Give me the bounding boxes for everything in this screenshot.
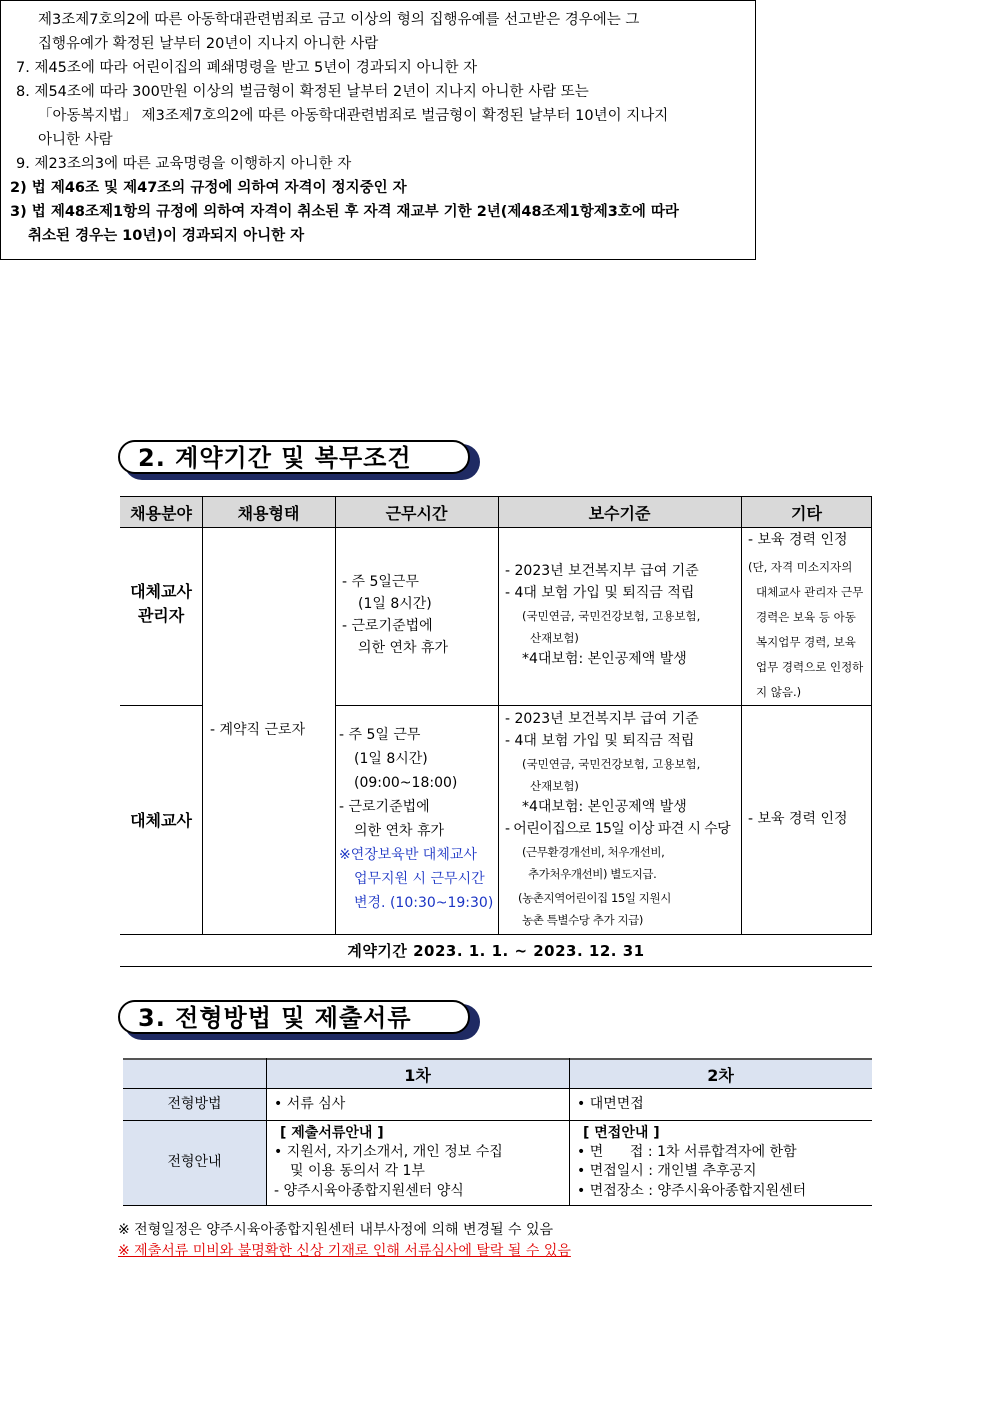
row2-hours-line: - 주 5일 근무 bbox=[339, 727, 421, 743]
documents-warning: ※ 제출서류 미비와 불명확한 신상 기재로 인해 서류심사에 탈락 될 수 있음 bbox=[118, 1243, 571, 1259]
row1-etc-line: 업무 경력으로 인정하 bbox=[756, 660, 864, 674]
eligibility-line: 「아동복지법」 제3조제7호의2에 따른 아동학대관련범죄로 벌금형이 확정된 날부터 10년이 지나지 bbox=[38, 108, 669, 124]
eligibility-line: 3) 법 제48조제1항의 규정에 의하여 자격이 취소된 후 자격 재교부 기한 2년(제48조제1항제3호에 따라 bbox=[10, 204, 679, 220]
section2-title: 2. 계약기간 및 복무조건 bbox=[138, 444, 412, 472]
section2-heading bbox=[118, 440, 474, 478]
eligibility-line: 8. 제54조에 따라 300만원 이상의 벌금형이 확정된 날부터 2년이 지나지 아니한 사람 또는 bbox=[16, 84, 589, 100]
eligibility-line: 집행유예가 확정된 날부터 20년이 지나지 아니한 사람 bbox=[38, 36, 379, 52]
header-pay: 보수기준 bbox=[588, 504, 651, 523]
row1-etc-line: 경력은 보육 등 아동 bbox=[756, 610, 856, 624]
guide-second-line: [ 면접안내 ] bbox=[583, 1125, 660, 1141]
eligibility-line: 아니한 사람 bbox=[38, 132, 113, 148]
contract-period: 계약기간 2023. 1. 1. ~ 2023. 12. 31 bbox=[347, 942, 645, 960]
guide-first-line: [ 제출서류안내 ] bbox=[280, 1125, 384, 1141]
row1-etc-line: 복지업무 경력, 보육 bbox=[756, 635, 856, 649]
schedule-note: ※ 전형일정은 양주시육아종합지원센터 내부사정에 의해 변경될 수 있음 bbox=[118, 1222, 554, 1238]
guide-first-line: • 지원서, 자기소개서, 개인 정보 수집 bbox=[274, 1144, 503, 1160]
eligibility-line: 7. 제45조에 따라 어린이집의 폐쇄명령을 받고 5년이 경과되지 아니한 자 bbox=[16, 60, 478, 76]
eligibility-box bbox=[0, 0, 756, 260]
row2-hours-line: (09:00~18:00) bbox=[354, 775, 458, 791]
row1-pay-line: - 2023년 보건복지부 급여 기준 bbox=[505, 563, 699, 579]
row2-hours-note: 변경. (10:30~19:30) bbox=[354, 895, 494, 911]
employment-type: - 계약직 근로자 bbox=[210, 722, 306, 738]
row2-pay-line: 산재보험) bbox=[530, 779, 579, 793]
row1-pay-line: - 4대 보험 가입 및 퇴직금 적립 bbox=[505, 585, 695, 601]
row1-hours-line: - 근로기준법에 bbox=[342, 618, 433, 634]
row1-etc-line: 대체교사 관리자 근무 bbox=[756, 585, 864, 599]
eligibility-line: 제3조제7호의2에 따른 아동학대관련범죄로 금고 이상의 형의 집행유예를 선고받은 경우에는 그 bbox=[38, 12, 640, 28]
header-employment-type: 채용형태 bbox=[237, 504, 300, 523]
guide-second-line: • 면 접 : 1차 서류합격자에 한함 bbox=[577, 1144, 797, 1160]
header-first-round: 1차 bbox=[404, 1066, 431, 1085]
row2-hours-note: 업무지원 시 근무시간 bbox=[354, 871, 485, 887]
row2-pay-line: - 4대 보험 가입 및 퇴직금 적립 bbox=[505, 733, 695, 749]
header-hours: 근무시간 bbox=[385, 504, 448, 523]
row1-field: 대체교사 관리자 bbox=[130, 582, 192, 625]
section3-heading bbox=[118, 1000, 474, 1038]
row2-pay-line: (근무환경개선비, 처우개선비, bbox=[522, 845, 665, 859]
row2-hours-note: ※연장보육반 대체교사 bbox=[339, 847, 477, 863]
row1-pay-line: *4대보험: 본인공제액 발생 bbox=[522, 651, 687, 667]
header-etc: 기타 bbox=[791, 504, 822, 523]
header-field: 채용분야 bbox=[130, 504, 192, 523]
method-label: 전형방법 bbox=[167, 1096, 222, 1112]
row1-hours-line: - 주 5일근무 bbox=[342, 574, 419, 590]
guide-label: 전형안내 bbox=[167, 1154, 222, 1170]
row2-pay-line: - 어린이집으로 15일 이상 파견 시 수당 bbox=[505, 821, 731, 837]
row2-pay-line: *4대보험: 본인공제액 발생 bbox=[522, 799, 687, 815]
row2-hours-line: 의한 연차 휴가 bbox=[354, 823, 445, 839]
row2-pay-line: (국민연금, 국민건강보험, 고용보험, bbox=[522, 757, 701, 771]
guide-first-line: - 양주시육아종합지원센터 양식 bbox=[274, 1183, 464, 1199]
row1-hours-line: (1일 8시간) bbox=[358, 596, 432, 612]
method-first: • 서류 심사 bbox=[274, 1096, 346, 1112]
guide-second-line: • 면접장소 : 양주시육아종합지원센터 bbox=[577, 1183, 807, 1199]
eligibility-line: 2) 법 제46조 및 제47조의 규정에 의하여 자격이 정지중인 자 bbox=[10, 180, 407, 196]
row2-pay-line: 농촌 특별수당 추가 지급) bbox=[522, 913, 643, 927]
eligibility-line: 취소된 경우는 10년)이 경과되지 아니한 자 bbox=[28, 228, 305, 244]
row2-pay-line: (농촌지역어린이집 15일 지원시 bbox=[518, 891, 671, 905]
row1-pay-line: 산재보험) bbox=[530, 631, 579, 645]
row2-hours-line: - 근로기준법에 bbox=[339, 799, 430, 815]
header-second-round: 2차 bbox=[707, 1066, 734, 1085]
row2-hours-line: (1일 8시간) bbox=[354, 751, 428, 767]
section3-title: 3. 전형방법 및 제출서류 bbox=[138, 1004, 412, 1032]
guide-first-line: 및 이용 동의서 각 1부 bbox=[290, 1163, 425, 1179]
method-second: • 대면면접 bbox=[577, 1096, 644, 1112]
row1-etc-line: 지 않음.) bbox=[756, 685, 802, 699]
row1-pay-line: (국민연금, 국민건강보험, 고용보험, bbox=[522, 609, 701, 623]
row1-etc-line: - 보육 경력 인정 bbox=[748, 532, 848, 548]
row1-hours-line: 의한 연차 휴가 bbox=[358, 640, 449, 656]
row2-field: 대체교사 bbox=[130, 811, 192, 830]
row1-etc-line: (단, 자격 미소지자의 bbox=[748, 560, 853, 574]
eligibility-line: 9. 제23조의3에 따른 교육명령을 이행하지 아니한 자 bbox=[16, 156, 352, 172]
row2-pay-line: 추가처우개선비) 별도지급. bbox=[528, 867, 657, 881]
guide-second-line: • 면접일시 : 개인별 추후공지 bbox=[577, 1163, 757, 1179]
row2-pay-line: - 2023년 보건복지부 급여 기준 bbox=[505, 711, 699, 727]
row2-etc: - 보육 경력 인정 bbox=[748, 811, 848, 827]
